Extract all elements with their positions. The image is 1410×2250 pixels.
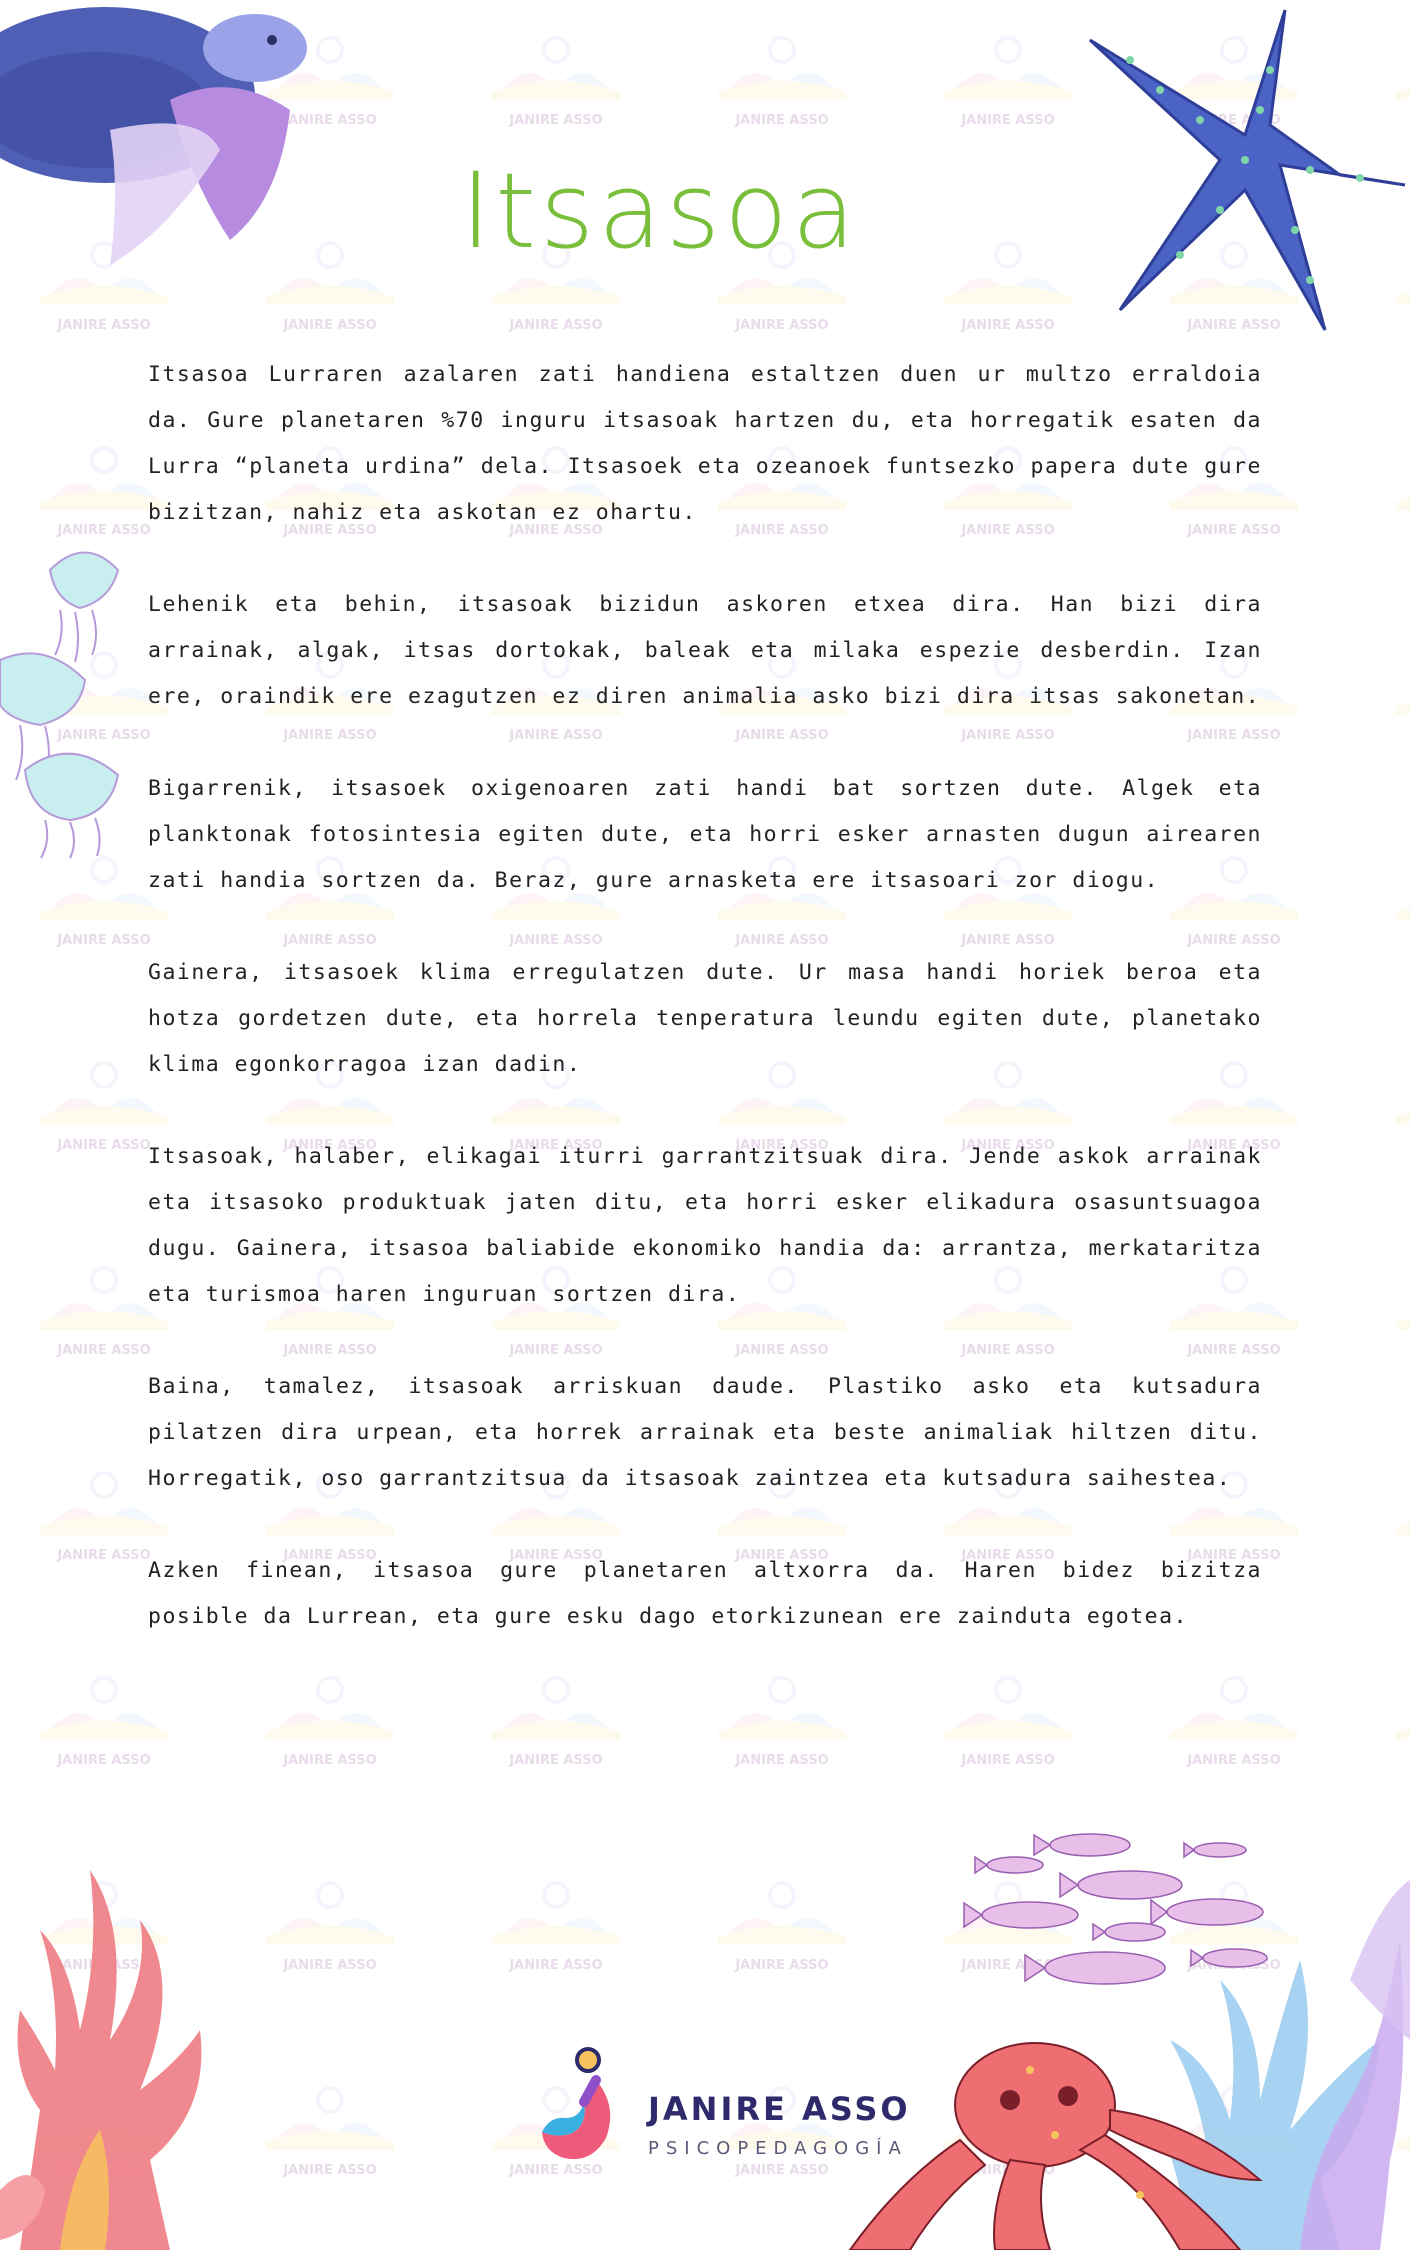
- jellyfish-icon: [0, 530, 150, 860]
- paragraph: Itsasoak, halaber, elikagai iturri garrantzitsuak dira. Jende askok arrainak eta itsasoko produktuak jaten ditu, eta horri esker elikadura osasuntsuagoa dugu. Gainera, itsasoa baliabide ekonomiko handia da: arrantza, merkataritza eta turismoa haren inguruan sortzen dira.: [148, 1144, 1262, 1307]
- brand-logo: [536, 2046, 936, 2166]
- paragraph: Bigarrenik, itsasoek oxigenoaren zati handi bat sortzen dute. Algek eta planktonak fotosintesia egiten dute, eta horri esker arnasten dugun airearen zati handia sortzen da. Beraz, gure arnasketa ere itsasoari zor diogu.: [148, 776, 1262, 893]
- coral-icon: [0, 1810, 220, 2250]
- logo-mark-icon: [536, 2046, 628, 2166]
- paragraph: Itsasoa Lurraren azalaren zati handiena estaltzen duen ur multzo erraldoia da. Gure planetaren %70 inguru itsasoak hartzen du, eta horregatik esaten da Lurra “planeta urdina” dela. Itsasoek eta ozeanoek funtsezko papera dute gure bizitzan, nahiz eta askotan ez ohartu.: [148, 362, 1262, 525]
- document-body: [148, 352, 1262, 1686]
- brand-subtitle: PSICOPEDAGOGÍA: [648, 2138, 908, 2159]
- brand-name: JANIRE ASSO: [648, 2090, 911, 2128]
- page-title: Itsasoa: [460, 150, 860, 272]
- paragraph: Lehenik eta behin, itsasoak bizidun askoren etxea dira. Han bizi dira arrainak, algak, itsas dortokak, baleak eta milaka espezie desberdin. Izan ere, oraindik ere ezagutzen ez diren animalia asko bizi dira itsas sakonetan.: [148, 592, 1262, 709]
- paragraph: Baina, tamalez, itsasoak arriskuan daude. Plastiko asko eta kutsadura pilatzen dira urpean, eta horrek arrainak eta beste animaliak hiltzen ditu. Horregatik, oso garrantzitsua da itsasoak zaintzea eta kutsadura saihestea.: [148, 1374, 1262, 1491]
- paragraph: Azken finean, itsasoa gure planetaren altxorra da. Haren bidez bizitza posible da Lurrean, eta gure esku dago etorkizunean ere zainduta egotea.: [148, 1558, 1262, 1629]
- paragraph: Gainera, itsasoek klima erregulatzen dute. Ur masa handi horiek beroa eta hotza gordetzen dute, eta horrela tenperatura leundu egiten dute, planetako klima egonkorragoa izan dadin.: [148, 960, 1262, 1077]
